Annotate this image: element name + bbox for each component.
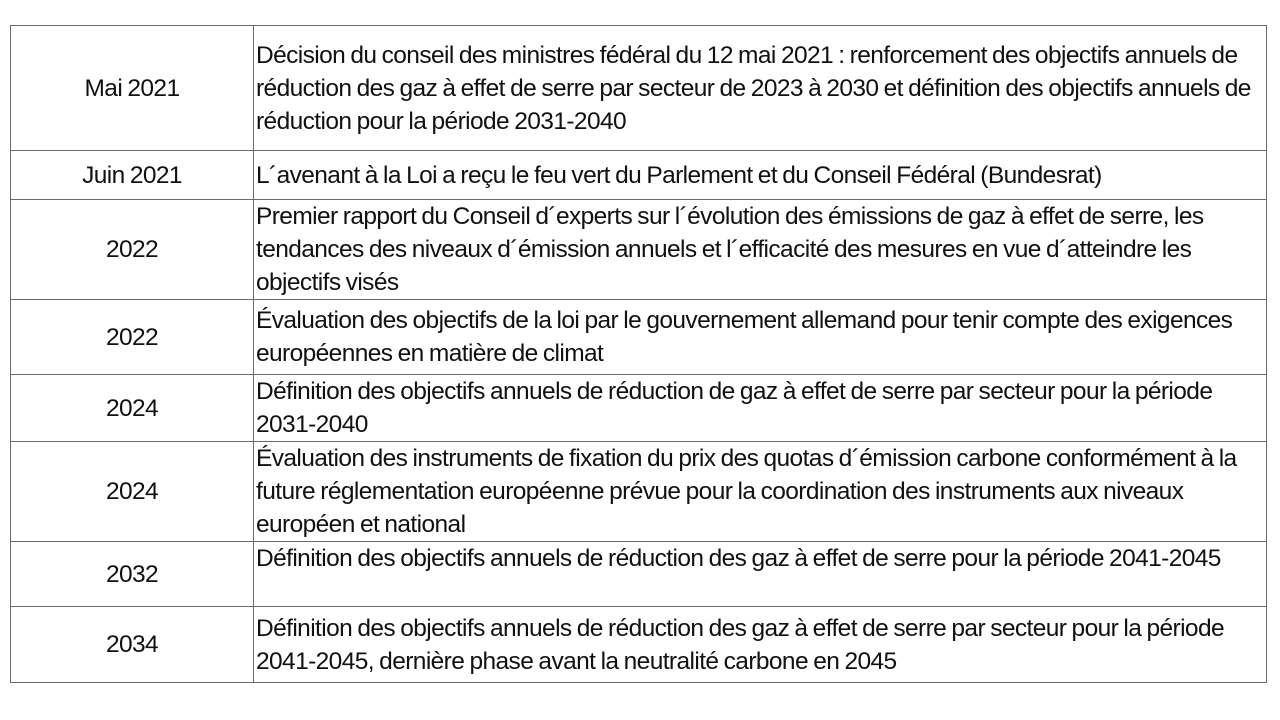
table-row [11,151,1267,200]
description-cell: Premier rapport du Conseil d´experts sur l´évolution des émissions de gaz à effet de serre, les tendances des niveaux d´émission annuels et l´efficacité des mesures en vue d´atteindre les objectifs visés [254,200,1267,300]
description-cell: Définition des objectifs annuels de réduction des gaz à effet de serre pour la période 2041-2045 [254,542,1267,607]
date-cell: 2022 [11,200,254,300]
timeline-table [10,25,1267,683]
date-cell: 2032 [11,542,254,607]
date-cell: 2024 [11,442,254,542]
table-row [11,442,1267,542]
description-cell: Décision du conseil des ministres fédéral du 12 mai 2021 : renforcement des objectifs annuels de réduction des gaz à effet de serre par secteur de 2023 à 2030 et définition des objectifs annuels de réduction pour la période 2031-2040 [254,26,1267,151]
table-row [11,26,1267,151]
table-row [11,300,1267,375]
date-cell: 2034 [11,607,254,683]
description-cell: L´avenant à la Loi a reçu le feu vert du Parlement et du Conseil Fédéral (Bundesrat) [254,151,1267,200]
date-cell: 2024 [11,375,254,442]
table-row [11,542,1267,607]
table-row [11,375,1267,442]
date-cell: Mai 2021 [11,26,254,151]
description-cell: Évaluation des objectifs de la loi par le gouvernement allemand pour tenir compte des exigences européennes en matière de climat [254,300,1267,375]
description-cell: Définition des objectifs annuels de réduction de gaz à effet de serre par secteur pour la période 2031-2040 [254,375,1267,442]
table-row [11,607,1267,683]
table-row [11,200,1267,300]
date-cell: Juin 2021 [11,151,254,200]
description-cell: Définition des objectifs annuels de réduction des gaz à effet de serre par secteur pour la période 2041-2045, dernière phase avant la neutralité carbone en 2045 [254,607,1267,683]
description-cell: Évaluation des instruments de fixation du prix des quotas d´émission carbone conformément à la future réglementation européenne prévue pour la coordination des instruments aux niveaux européen et national [254,442,1267,542]
date-cell: 2022 [11,300,254,375]
